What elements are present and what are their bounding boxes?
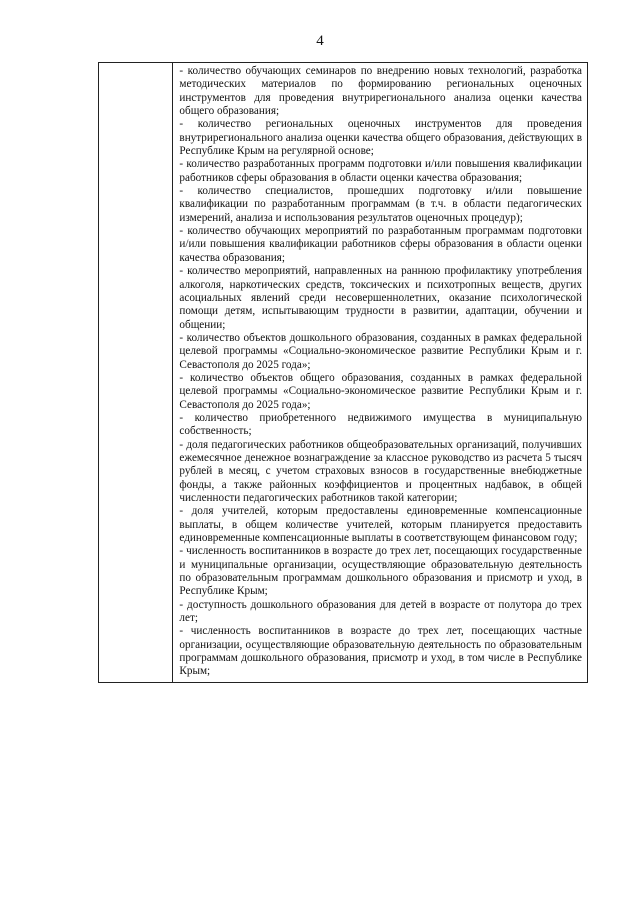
list-item: - количество приобретенного недвижимого имущества в муниципальную собственность; [179, 411, 582, 438]
indicators-cell [173, 63, 588, 683]
list-item: - доля педагогических работников общеобразовательных организаций, получивших ежемесячное денежное вознаграждение за классное руководство из расчета 5 тысяч рублей в месяц, с учетом страховых взносов в государственные внебюджетные фонды, а также районных коэффициентов и процентных надбавок, в общей численности педагогических работников такой категории; [179, 438, 582, 504]
empty-left-cell [99, 63, 173, 683]
list-item: - количество региональных оценочных инструментов для проведения внутрирегионального анализа оценки качества общего образования, действующих в Республике Крым на регулярной основе; [179, 118, 582, 158]
list-item: - количество разработанных программ подготовки и/или повышения квалификации работников сферы образования в области оценки качества образования; [179, 158, 582, 184]
indicator-list [179, 65, 582, 679]
list-item: - количество обучающих семинаров по внедрению новых технологий, разработка методических материалов по формированию региональных оценочных инструментов для проведения внутрирегионального анализа оценки качества общего образования; [179, 65, 582, 118]
indicator-table [98, 62, 588, 683]
list-item: - количество объектов дошкольного образования, созданных в рамках федеральной целевой программы «Социально-экономическое развитие Республики Крым и г. Севастополя до 2025 года»; [179, 331, 582, 371]
list-item: - количество мероприятий, направленных на раннюю профилактику употребления алкоголя, наркотических средств, токсических и психотропных веществ, других асоциальных явлений среди несовершеннолетних, оказание психологической помощи детям, испытывающим трудности в развитии, адаптации, обучении и общении; [179, 265, 582, 331]
list-item: - количество специалистов, прошедших подготовку и/или повышение квалификации по разработанным программам (в т.ч. в области педагогических измерений, анализа и использования результатов оценочных процедур); [179, 185, 582, 224]
list-item: - численность воспитанников в возрасте до трех лет, посещающих частные организации, осуществляющие образовательную деятельность по образовательным программам дошкольного образования, присмотр и уход, в том числе в Республике Крым; [179, 625, 582, 678]
list-item: - численность воспитанников в возрасте до трех лет, посещающих государственные и муниципальные организации, осуществляющие образовательную деятельность по образовательным программам дошкольного образования и присмотр и уход, в Республике Крым; [179, 545, 582, 598]
table-row [99, 63, 588, 683]
page-number: 4 [316, 33, 324, 49]
list-item: - доступность дошкольного образования для детей в возрасте от полутора до трех лет; [179, 598, 582, 625]
list-item: - количество обучающих мероприятий по разработанным программам подготовки и/или повышения квалификации работников сферы образования в области оценки качества образования; [179, 225, 582, 264]
list-item: - доля учителей, которым предоставлены единовременные компенсационные выплаты, в общем количестве учителей, которым планируется предоставить единовременные компенсационные выплаты в соответствующем финансовом году; [179, 505, 582, 545]
list-item: - количество объектов общего образования, созданных в рамках федеральной целевой программы «Социально-экономическое развитие Республики Крым и г. Севастополя до 2025 года»; [179, 371, 582, 411]
